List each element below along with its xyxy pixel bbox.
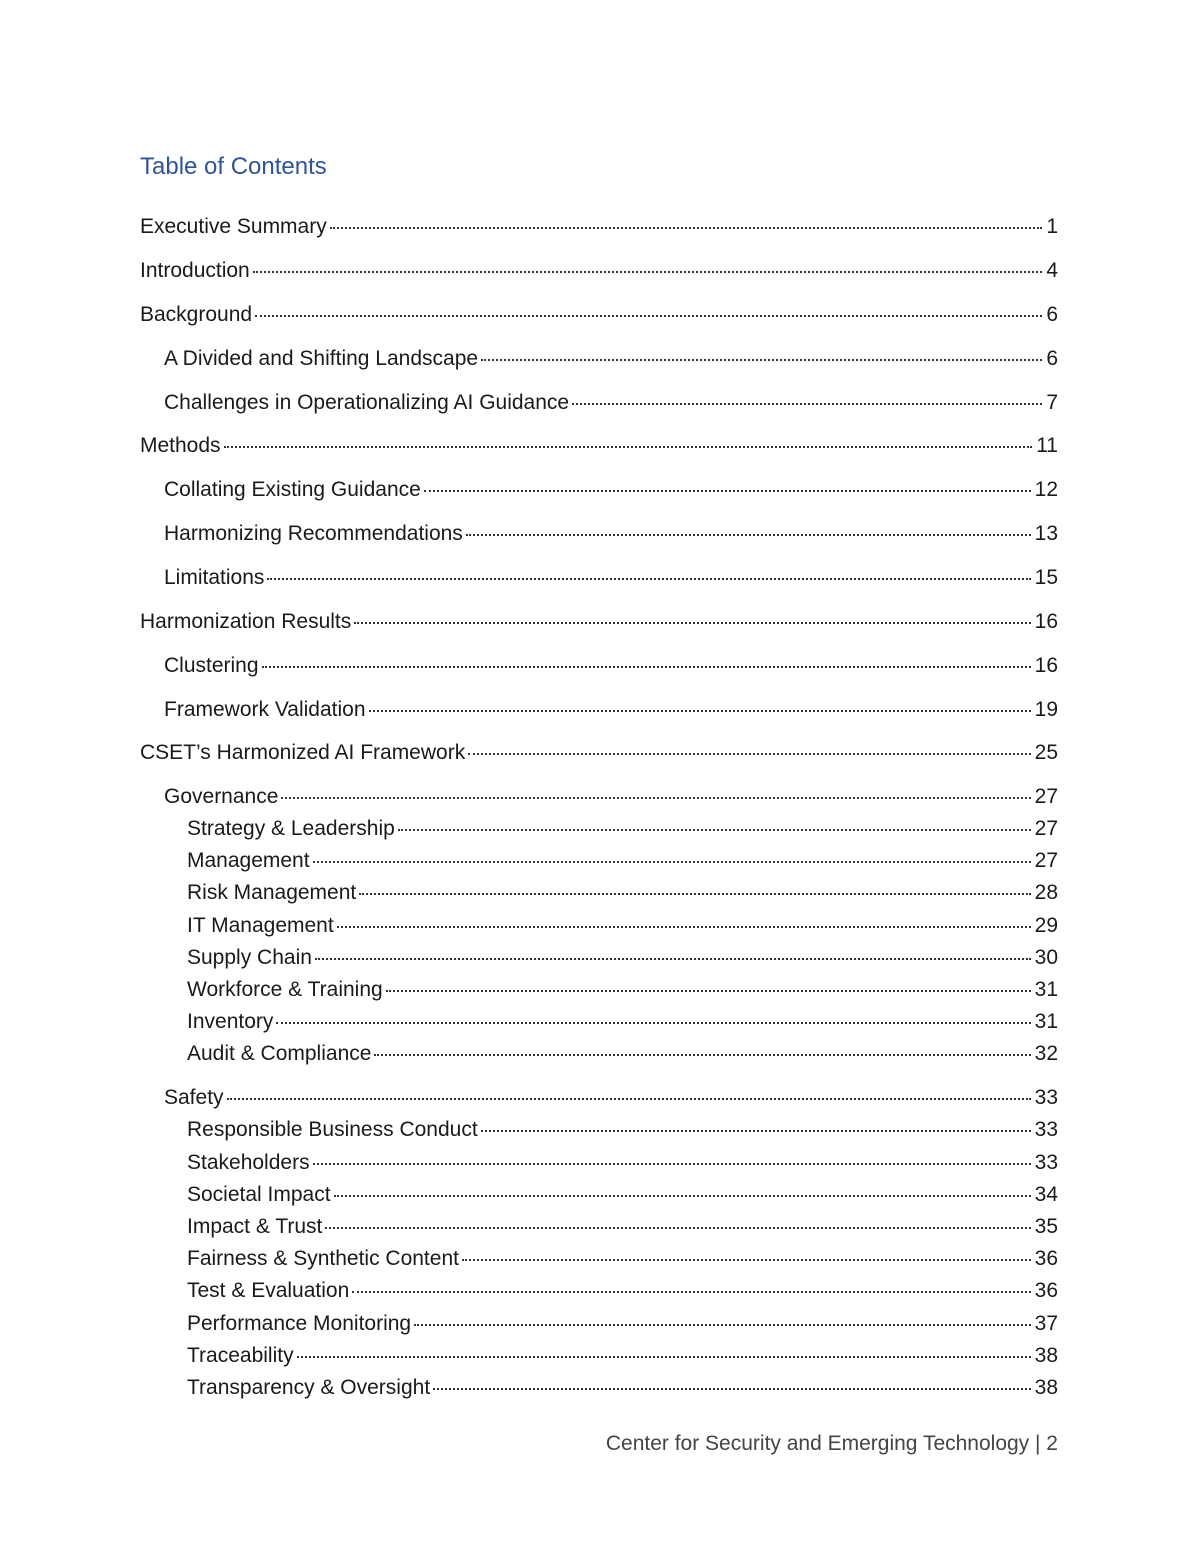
toc-page-number: 19 bbox=[1034, 698, 1058, 721]
dot-leader bbox=[267, 578, 1030, 580]
toc-page-number: 38 bbox=[1034, 1344, 1058, 1367]
dot-leader bbox=[334, 1195, 1031, 1197]
toc-entry-workforce-training[interactable] bbox=[187, 977, 1058, 1003]
toc-entry-label: Framework Validation bbox=[164, 698, 366, 721]
toc-entry-clustering[interactable] bbox=[164, 653, 1058, 679]
dot-leader bbox=[466, 534, 1031, 536]
toc-entry-label: Methods bbox=[140, 434, 221, 457]
dot-leader bbox=[297, 1356, 1031, 1358]
toc-entry-label: Stakeholders bbox=[187, 1151, 310, 1174]
toc-entry-label: Transparency & Oversight bbox=[187, 1376, 431, 1399]
toc-page-number: 29 bbox=[1034, 914, 1058, 937]
toc-entry-label: Test & Evaluation bbox=[187, 1279, 350, 1302]
toc-entry-label: Inventory bbox=[187, 1010, 274, 1033]
toc-entry-cset-framework[interactable] bbox=[140, 740, 1058, 766]
toc-entry-introduction[interactable] bbox=[140, 258, 1058, 284]
toc-entry-methods[interactable] bbox=[140, 433, 1058, 459]
dot-leader bbox=[313, 861, 1031, 863]
toc-page-number: 30 bbox=[1034, 946, 1058, 969]
dot-leader bbox=[414, 1324, 1031, 1326]
toc-entry-label: Risk Management bbox=[187, 881, 357, 904]
toc-entry-harmonization-results[interactable] bbox=[140, 609, 1058, 635]
dot-leader bbox=[398, 829, 1031, 831]
toc-entry-label: Challenges in Operationalizing AI Guidance bbox=[164, 391, 570, 414]
toc-page-number: 33 bbox=[1034, 1086, 1058, 1109]
toc-entry-challenges[interactable] bbox=[164, 390, 1058, 416]
toc-entry-label: Responsible Business Conduct bbox=[187, 1118, 478, 1141]
toc-entry-executive-summary[interactable] bbox=[140, 214, 1058, 240]
dot-leader bbox=[224, 446, 1033, 448]
toc-entry-label: Workforce & Training bbox=[187, 978, 383, 1001]
dot-leader bbox=[255, 315, 1042, 317]
toc-page-number: 28 bbox=[1034, 881, 1058, 904]
toc-entry-label: Societal Impact bbox=[187, 1183, 331, 1206]
toc-page-number: 33 bbox=[1034, 1118, 1058, 1141]
toc-page-number: 25 bbox=[1034, 741, 1058, 764]
toc-page-number: 34 bbox=[1034, 1183, 1058, 1206]
toc-entry-supply-chain[interactable] bbox=[187, 945, 1058, 971]
toc-entry-label: Clustering bbox=[164, 654, 259, 677]
toc-entry-management[interactable] bbox=[187, 848, 1058, 874]
toc-page-number: 12 bbox=[1034, 478, 1058, 501]
toc-page-number: 11 bbox=[1036, 434, 1058, 457]
toc-entry-label: Fairness & Synthetic Content bbox=[187, 1247, 459, 1270]
toc-page-number: 13 bbox=[1034, 522, 1058, 545]
toc-entry-societal-impact[interactable] bbox=[187, 1182, 1058, 1208]
toc-entry-traceability[interactable] bbox=[187, 1343, 1058, 1369]
toc-entry-label: CSET’s Harmonized AI Framework bbox=[140, 741, 466, 764]
toc-entry-label: Safety bbox=[164, 1086, 224, 1109]
dot-leader bbox=[276, 1022, 1030, 1024]
toc-entry-background[interactable] bbox=[140, 302, 1058, 328]
toc-entry-label: Limitations bbox=[164, 566, 265, 589]
dot-leader bbox=[424, 490, 1031, 492]
dot-leader bbox=[354, 622, 1030, 624]
toc-page-number: 6 bbox=[1046, 303, 1058, 326]
toc-page-number: 16 bbox=[1034, 610, 1058, 633]
toc-entry-safety[interactable] bbox=[164, 1085, 1058, 1111]
dot-leader bbox=[315, 958, 1031, 960]
toc-entry-audit-compliance[interactable] bbox=[187, 1041, 1058, 1067]
dot-leader bbox=[352, 1291, 1030, 1293]
dot-leader bbox=[462, 1259, 1031, 1261]
toc-page-number: 15 bbox=[1034, 566, 1058, 589]
toc-entry-divided-landscape[interactable] bbox=[164, 346, 1058, 372]
toc-entry-transparency-oversight[interactable] bbox=[187, 1375, 1058, 1401]
toc-entry-label: Harmonizing Recommendations bbox=[164, 522, 463, 545]
dot-leader bbox=[369, 710, 1031, 712]
toc-entry-it-management[interactable] bbox=[187, 913, 1058, 939]
toc-heading: Table of Contents bbox=[140, 153, 327, 180]
dot-leader bbox=[386, 990, 1031, 992]
dot-leader bbox=[468, 753, 1030, 755]
toc-entry-fairness-synthetic[interactable] bbox=[187, 1246, 1058, 1272]
toc-entry-label: Harmonization Results bbox=[140, 610, 352, 633]
toc-page-number: 6 bbox=[1046, 347, 1058, 370]
toc-entry-responsible-business[interactable] bbox=[187, 1117, 1058, 1143]
toc-entry-label: Management bbox=[187, 849, 310, 872]
toc-entry-harmonizing[interactable] bbox=[164, 521, 1058, 547]
page-footer: Center for Security and Emerging Technology | 2 bbox=[605, 1432, 1058, 1455]
toc-entry-label: Executive Summary bbox=[140, 215, 327, 238]
dot-leader bbox=[227, 1098, 1031, 1100]
toc-page-number: 31 bbox=[1034, 978, 1058, 1001]
dot-leader bbox=[253, 271, 1043, 273]
toc-entry-label: Supply Chain bbox=[187, 946, 312, 969]
toc-entry-label: Collating Existing Guidance bbox=[164, 478, 421, 501]
dot-leader bbox=[433, 1388, 1030, 1390]
toc-entry-test-evaluation[interactable] bbox=[187, 1278, 1058, 1304]
toc-entry-framework-validation[interactable] bbox=[164, 697, 1058, 723]
toc-entry-label: Impact & Trust bbox=[187, 1215, 323, 1238]
toc-page-number: 4 bbox=[1046, 259, 1058, 282]
toc-page-number: 7 bbox=[1046, 391, 1058, 414]
dot-leader bbox=[262, 666, 1031, 668]
toc-entry-label: Strategy & Leadership bbox=[187, 817, 395, 840]
toc-page-number: 36 bbox=[1034, 1247, 1058, 1270]
toc-page-number: 16 bbox=[1034, 654, 1058, 677]
dot-leader bbox=[481, 359, 1042, 361]
toc-page-number: 1 bbox=[1046, 215, 1058, 238]
toc-page-number: 27 bbox=[1034, 849, 1058, 872]
toc-entry-limitations[interactable] bbox=[164, 565, 1058, 591]
toc-entry-impact-trust[interactable] bbox=[187, 1214, 1058, 1240]
toc-entry-label: IT Management bbox=[187, 914, 334, 937]
toc-page-number: 35 bbox=[1034, 1215, 1058, 1238]
toc-page-number: 31 bbox=[1034, 1010, 1058, 1033]
dot-leader bbox=[330, 227, 1043, 229]
toc-page-number: 37 bbox=[1034, 1312, 1058, 1335]
toc-entry-label: Performance Monitoring bbox=[187, 1312, 412, 1335]
toc-entry-stakeholders[interactable] bbox=[187, 1150, 1058, 1176]
toc-page-number: 36 bbox=[1034, 1279, 1058, 1302]
toc-entry-label: A Divided and Shifting Landscape bbox=[164, 347, 479, 370]
dot-leader bbox=[313, 1163, 1031, 1165]
toc-entry-label: Governance bbox=[164, 785, 279, 808]
toc-entry-label: Traceability bbox=[187, 1344, 294, 1367]
toc-entry-label: Audit & Compliance bbox=[187, 1042, 372, 1065]
toc-entry-governance[interactable] bbox=[164, 784, 1058, 810]
dot-leader bbox=[359, 893, 1030, 895]
toc-page-number: 27 bbox=[1034, 817, 1058, 840]
dot-leader bbox=[481, 1130, 1031, 1132]
toc-page-number: 32 bbox=[1034, 1042, 1058, 1065]
toc-entry-performance-monitoring[interactable] bbox=[187, 1311, 1058, 1337]
toc-page-number: 38 bbox=[1034, 1376, 1058, 1399]
toc-page-number: 27 bbox=[1034, 785, 1058, 808]
toc-entry-strategy-leadership[interactable] bbox=[187, 816, 1058, 842]
dot-leader bbox=[337, 926, 1031, 928]
toc-entry-risk-management[interactable] bbox=[187, 880, 1058, 906]
toc-entry-inventory[interactable] bbox=[187, 1009, 1058, 1035]
toc-entry-collating[interactable] bbox=[164, 477, 1058, 503]
toc-page-number: 33 bbox=[1034, 1151, 1058, 1174]
toc-entry-label: Background bbox=[140, 303, 253, 326]
dot-leader bbox=[281, 797, 1030, 799]
toc-entry-label: Introduction bbox=[140, 259, 250, 282]
dot-leader bbox=[325, 1227, 1030, 1229]
dot-leader bbox=[572, 403, 1042, 405]
dot-leader bbox=[374, 1054, 1030, 1056]
